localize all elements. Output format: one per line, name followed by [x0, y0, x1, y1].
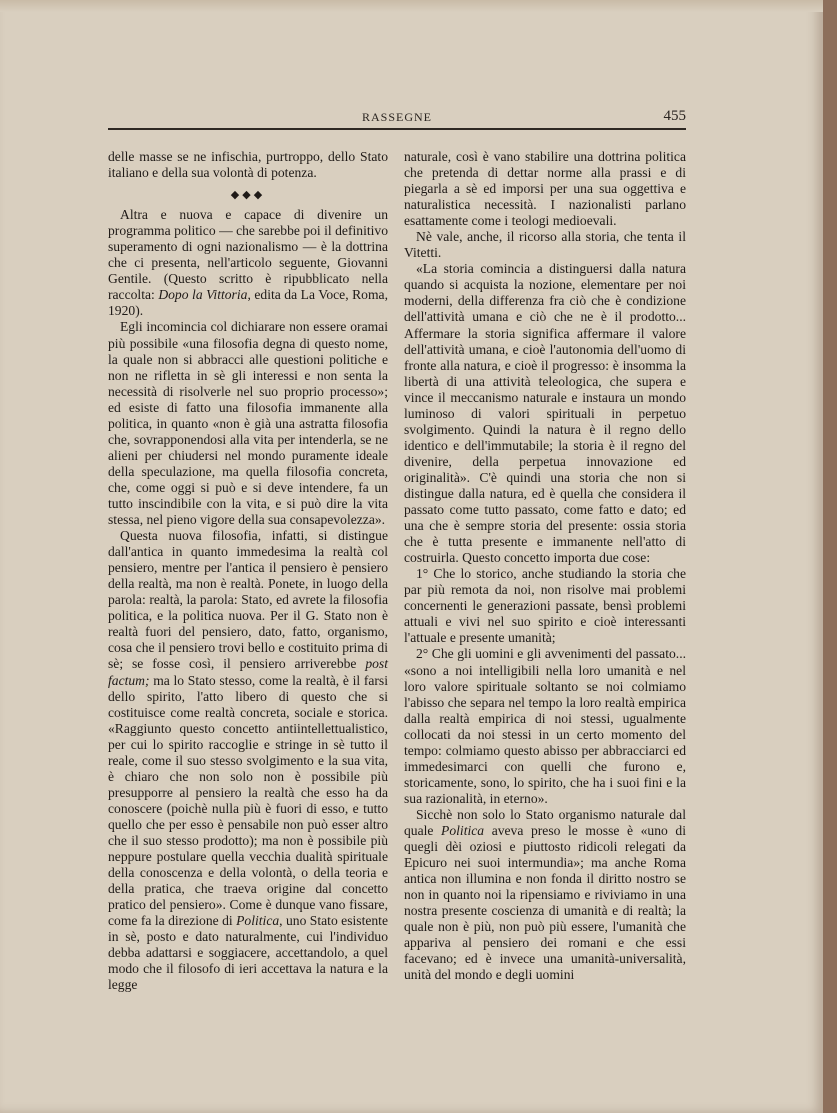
text-run: Questa nuova filosofia, infatti, si distingue dall'antica in quanto immedesima la realtà col pensiero, mentre per l'antica il pensiero è pensiero della realtà, ma non è realtà. Ponete, in luogo della parola: realtà, la parola: Stato, ed avrete la filosofia politica, e la politica nuova. Per il G. Stato non è realtà fuori del pensiero, dato, fatto, organismo, cosa che il pensiero trovi bello e costituito prima di sè; se fosse così, il pensiero arriverebbe	[108, 528, 388, 672]
paragraph: 1° Che lo storico, anche studiando la storia che par più remota da noi, non risolve mai problemi concernenti le generazioni passate, bensì problemi attuali e vivi nel suo spirito e cioè interessanti l'attuale e presente umanità;	[404, 566, 686, 646]
italic-phrase: post factum;	[108, 656, 388, 688]
right-column	[404, 149, 686, 983]
paragraph: «La storia comincia a distinguersi dalla natura quando si acquista la nozione, elementare per noi moderni, della differenza fra ciò che è condizione dell'attività umana e ciò che ne è il prodotto... Affermare la storia significa affermare il valore dell'attività umana, e cioè l'autonomia dell'uomo di fronte alla natura, e cioè il progresso: è insomma la libertà di una attività teleologica, che supera e vince il meccanismo naturale e instaura un mondo luminoso di valori spirituali in perpetuo svolgimento. Quindi la natura è il regno dello identico e dell'immutabile; la storia è il regno del divenire, della perpetua innovazione ed originalità». C'è quindi una storia che non si distingue dalla natura, ed è quella che considera il passato come tutto passato, come fatto e dato; ed una che è sempre storia del presente: ossia storia che è tutta presente e immanente nell'atto di costruirla. Questo concetto importa due cose:	[404, 261, 686, 566]
left-column	[108, 149, 388, 993]
page-number: 455	[663, 108, 686, 124]
paragraph: delle masse se ne infischia, purtroppo, dello Stato italiano e della sua volontà di potenza.	[108, 149, 388, 181]
book-title: Dopo la Vittoria	[158, 287, 248, 303]
text-run: Sicchè non solo lo Stato organismo naturale dal quale	[404, 806, 686, 838]
section-title: RASSEGNE	[361, 110, 432, 124]
page-top-edge	[0, 0, 823, 12]
paragraph	[108, 528, 388, 993]
text-run: , uno Stato esistente in sè, posto e dato naturalmente, cui l'individuo debba adattarsi e soggiacere, accettandolo, a quel modo che il filosofo di ieri accettava la natura e la legge	[108, 913, 388, 993]
paragraph: 2° Che gli uomini e gli avvenimenti del passato... «sono a noi intelligibili nella loro umanità e nel loro valore spirituale soltanto se noi colmiamo l'abisso che separa nel tempo la loro realtà empirica dalla realtà empirica di noi stessi, ugualmente collocati da noi stessi in un certo momento del tempo: colmiamo questo abisso per abbracciarci ed immedesimarci con quelli che furono e, storicamente, sono, lo spirito, che ha i suoi fini e la sua razionalità, in eterno».	[404, 646, 686, 806]
paragraph: naturale, così è vano stabilire una dottrina politica che pretenda di dettar norme alla prassi e di piegarla a sè ed imporsi per una sua oggettiva e naturalistica necessità. I nazionalisti parlano esattamente come i teologi medioevali.	[404, 149, 686, 229]
journal-title: Politica	[236, 913, 280, 929]
paragraph: Nè vale, anche, il ricorso alla storia, che tenta il Vitetti.	[404, 229, 686, 261]
paragraph	[108, 207, 388, 319]
text-run: aveva preso le mosse è «uno di quegli dèi oziosi e piuttosto ridicoli relegati da Epicuro nei suoi intermundia»; ma anche Roma antica non illumina e non fonda il diritto nostro se non in quanto noi la ripensiamo e riviviamo in una nostra presente coscienza di umanità e di realtà; la quale non è più, non può più essere, l'umanità che appariva al pensiero dei romani e che essi facevano; ed è invece una umanità-universalità, unità del mondo e degli uomini	[404, 822, 686, 983]
text-run: , edita da La Voce, Roma, 1920).	[108, 287, 388, 319]
text-run: Altra e nuova e capace di divenire un programma politico — che sarebbe poi il definitivo superamento di ogni nazionalismo — è la dottrina che ci presenta, nell'articolo seguente, Giovanni Gentile. (Questo scritto è ripubblicato nella raccolta:	[108, 207, 388, 303]
paragraph: Egli incomincia col dichiarare non essere oramai più possibile «una filosofia degna di questo nome, la quale non si abbracci alle questioni politiche e non ne rifletta in sè gli interessi e non senta la necessità di risolverle nel suo proprio processo»; ed esiste di fatto una filosofia immanente alla politica, in quanto «non è già una astratta filosofia che, sovrapponendosi alla vita per intenderla, se ne alieni per chiudersi nel mondo puramente ideale della speculazione, ma quella filosofia concreta, che, come oggi si può e si deve intendere, fa un tutto inscindibile con la vita, e si può dire la vita stessa, nel pieno vigore della sua consapevolezza».	[108, 319, 388, 528]
header-rule	[108, 128, 686, 130]
running-header	[108, 108, 686, 130]
section-separator: ◆◆◆	[230, 189, 266, 202]
paragraph	[404, 807, 686, 984]
text-run: ma lo Stato stesso, come la realtà, è il farsi dello spirito, l'atto libero di questo che si costituisce come realtà concreta, sociale e storica. «Raggiunto questo concetto antiintellettualistico, per cui lo spirito raccoglie e stringe in sè tutto il reale, come il suo stesso svolgimento e la sua vita, è chiaro che non solo non è possibile più presupporre al pensiero la realtà che esso ha da conoscere (poichè nulla più è fuori di esso, e tutto quello che per esso è pensabile non può esser altro che il suo stesso prodotto); ma non è possibile più neppure postulare quella vecchia dualità spirituale della conoscenza e della volontà, o della teoria e della pratica, che traeva origine dal concetto pratico del pensiero». Come è dunque vano fissare, come fa la direzione di	[108, 672, 388, 929]
journal-title: Politica	[441, 822, 485, 838]
